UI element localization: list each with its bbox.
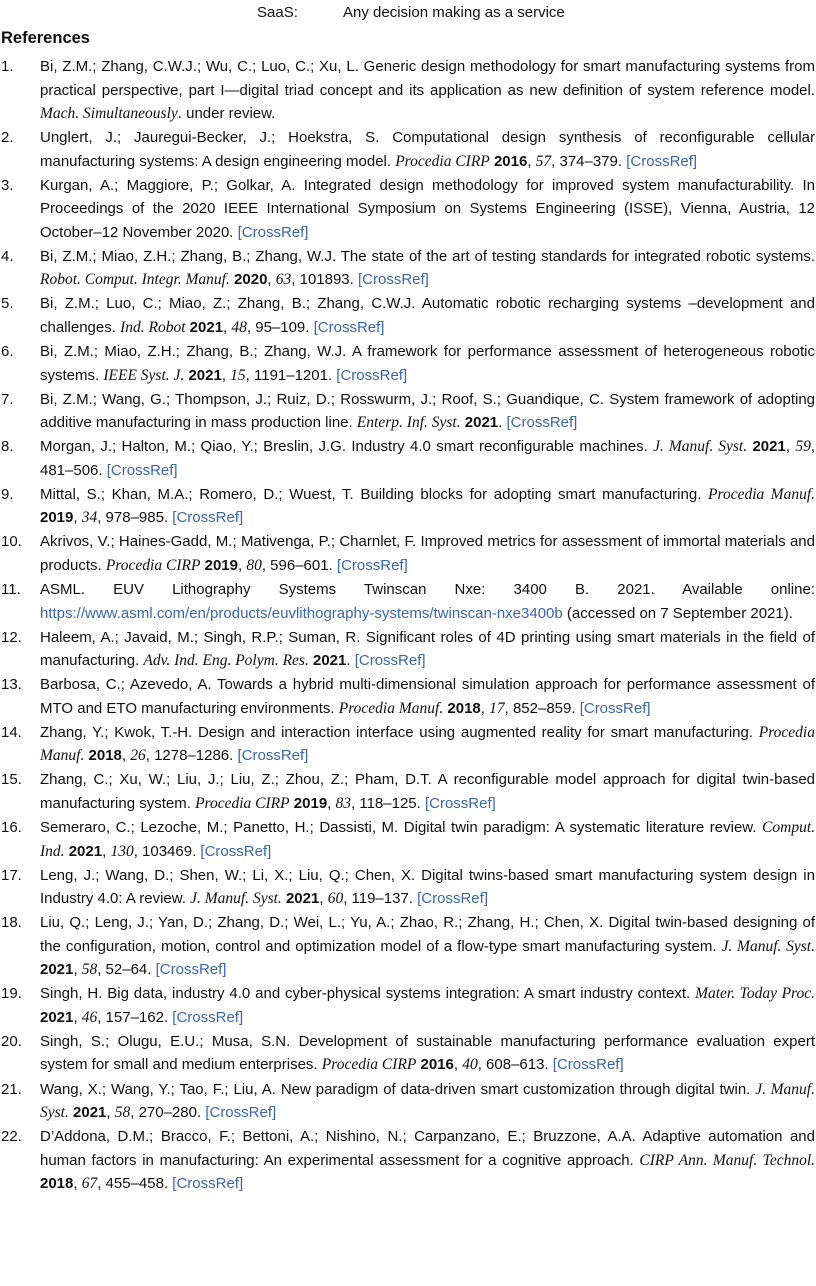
reference-text-segment: , 119–137.	[343, 890, 418, 908]
reference-text-segment: Singh, S.; Olugu, E.U.; Musa, S.N. Development of sustainable manufacturing performance evaluation expert system for small and medium enterprises.	[40, 1032, 815, 1074]
publication-year: 2021	[313, 652, 347, 670]
reference-text-segment: Haleem, A.; Javaid, M.; Singh, R.P.; Suman, R. Significant roles of 4D printing using smart materials in the field of manufacturing.	[40, 628, 815, 670]
reference-text	[40, 1078, 815, 1125]
reference-text-segment: Mittal, S.; Khan, M.A.; Romero, D.; Wuest, T. Building blocks for adopting smart manufacturing.	[40, 485, 709, 503]
journal-name: 130	[110, 842, 134, 860]
reference-item	[0, 1125, 815, 1196]
journal-name: Procedia Manuf.	[40, 723, 815, 765]
publication-year: 2021	[285, 890, 320, 908]
journal-name: 57	[535, 152, 552, 170]
reference-text-segment: Bi, Z.M.; Miao, Z.H.; Zhang, B.; Zhang, W.J. The state of the art of testing standards for integrated robotic systems.	[40, 247, 815, 265]
reference-text	[40, 673, 815, 720]
reference-number: 11.	[1, 581, 21, 599]
reference-number: 1.	[1, 58, 14, 75]
reference-text-segment: Leng, J.; Wang, D.; Shen, W.; Li, X.; Liu, Q.; Chen, X. Digital twins-based smart manufacturing system design in Industry 4.0: A review.	[40, 866, 815, 908]
reference-text-segment: Barbosa, C.; Azevedo, A. Towards a hybrid multi-dimensional simulation approach for performance assessment of MTO and ETO manufacturing environments.	[40, 676, 815, 717]
reference-text-segment: , 103469.	[133, 842, 201, 860]
reference-number: 22.	[1, 1128, 22, 1146]
journal-name: 58	[114, 1104, 131, 1122]
journal-name: Adv. Ind. Eng. Polym. Res.	[143, 652, 309, 670]
publication-year: 2019	[293, 794, 328, 812]
reference-number: 17.	[1, 866, 22, 884]
reference-text-segment: Zhang, C.; Xu, W.; Liu, J.; Liu, Z.; Zhou, Z.; Pham, D.T. A reconfigurable model approach for digital twin-based manufacturing system.	[40, 771, 815, 812]
reference-text-segment: Kurgan, A.; Maggiore, P.; Golkar, A. Integrated design methodology for improved system manufacturability. In Proceedings of the 2020 IEEE International Symposium on Systems Engineering (ISSE), Vienna, Austria, 12 October–12 November 2020.	[40, 176, 815, 241]
reference-text-segment: ,	[73, 1175, 82, 1193]
reference-text-segment: , 596–601.	[261, 556, 337, 574]
reference-text-segment: , 95–109.	[246, 319, 314, 337]
reference-text	[40, 721, 815, 768]
reference-text-segment: Semeraro, C.; Lezoche, M.; Panetto, H.; Dassisti, M. Digital twin paradigm: A systematic literature review.	[40, 819, 763, 836]
reference-text-segment: Morgan, J.; Halton, M.; Qiao, Y.; Breslin, J.G. Industry 4.0 smart reconfigurable machines.	[40, 438, 654, 456]
publication-year: 2018	[88, 747, 122, 765]
journal-name: IEEE Syst. J.	[103, 366, 185, 384]
crossref-link[interactable]: [CrossRef]	[200, 842, 272, 860]
reference-text	[40, 483, 815, 530]
reference-text-segment: Unglert, J.; Jauregui-Becker, J.; Hoekstra, S. Computational design synthesis of reconfigurable cellular manufacturing systems: A design engineering model.	[40, 129, 815, 170]
reference-text-segment: .	[498, 414, 507, 432]
reference-text-segment: , 118–125.	[351, 794, 425, 812]
reference-number: 19.	[1, 985, 22, 1003]
reference-text-segment: , 1278–1286.	[145, 747, 238, 765]
crossref-link[interactable]: [CrossRef]	[358, 271, 429, 289]
reference-text-segment: Liu, Q.; Leng, J.; Yan, D.; Zhang, D.; Wei, L.; Yu, A.; Zhao, R.; Zhang, H.; Chen, X. Digital twin-based designing of the configuration, motion, control and optimization model of a flow-type smart manufacturing system.	[40, 914, 815, 955]
reference-text	[40, 982, 815, 1029]
journal-name: Mater. Today Proc.	[695, 985, 815, 1003]
reference-number: 15.	[1, 771, 22, 789]
publication-year: 2019	[204, 556, 238, 574]
crossref-link[interactable]: [CrossRef]	[579, 699, 651, 717]
reference-text-segment: ,	[73, 961, 82, 979]
reference-text-segment: . under review.	[177, 105, 276, 123]
reference-text-segment: D’Addona, D.M.; Bracco, F.; Bettoni, A.; Nishino, N.; Carpanzano, E.; Bruzzone, A.A. Adaptive automation and human factors in manufacturing: An experimental assessment for a cognitive approach.	[40, 1128, 815, 1169]
journal-name: Procedia Manuf.	[708, 485, 816, 503]
publication-year: 2016	[420, 1056, 454, 1074]
crossref-link[interactable]: [CrossRef]	[552, 1056, 624, 1074]
crossref-link[interactable]: [CrossRef]	[506, 414, 578, 432]
reference-text	[40, 174, 815, 245]
reference-text-segment: Bi, Z.M.; Wang, G.; Thompson, J.; Ruiz, D.; Rosswurm, J.; Roof, S.; Guandique, C. System framework of adopting additive manufacturing in mass production line.	[40, 390, 815, 432]
reference-item	[0, 1030, 815, 1077]
journal-name: Enterp. Inf. Syst.	[356, 414, 461, 432]
journal-name: 15	[230, 366, 246, 384]
reference-number: 13.	[1, 676, 22, 694]
journal-name: 26	[130, 747, 146, 765]
crossref-link[interactable]: [CrossRef]	[336, 366, 408, 384]
reference-item	[0, 911, 815, 982]
journal-name: Procedia CIRP	[395, 152, 490, 170]
reference-number: 9.	[1, 485, 14, 503]
journal-name: 83	[335, 794, 352, 812]
journal-name: CIRP Ann. Manuf. Technol.	[639, 1151, 816, 1169]
reference-text-segment: .	[346, 652, 355, 670]
reference-text	[40, 55, 815, 126]
reference-text-segment: ASML. EUV Lithography Systems Twinscan Nxe: 3400 B. 2021. Available online:	[40, 581, 815, 599]
reference-number: 2.	[1, 129, 14, 147]
journal-name: J. Manuf. Syst.	[190, 890, 282, 908]
journal-name: J. Manuf. Syst.	[721, 937, 815, 955]
reference-text-segment: ,	[480, 699, 490, 717]
reference-text	[40, 578, 815, 625]
reference-item	[0, 388, 815, 435]
publication-year: 2021	[752, 438, 786, 456]
reference-number: 14.	[1, 723, 22, 741]
reference-item	[0, 578, 815, 625]
journal-name: 40	[462, 1056, 478, 1074]
reference-text	[40, 292, 815, 339]
journal-name: 59	[795, 438, 811, 456]
publication-year: 2021	[68, 842, 103, 860]
journal-name: Robot. Comput. Integr. Manuf.	[40, 271, 230, 289]
reference-number: 16.	[1, 819, 22, 836]
reference-text-segment: Bi, Z.M.; Zhang, C.W.J.; Wu, C.; Luo, C.; Xu, L. Generic design methodology for smart manufacturing systems from practical perspective, part I—digital triad concept and its application as new definition of system reference model.	[40, 58, 815, 99]
journal-name: 67	[81, 1175, 98, 1193]
reference-text	[40, 340, 815, 387]
journal-name: 58	[81, 961, 98, 979]
journal-name: J. Manuf. Syst.	[40, 1080, 815, 1122]
reference-item	[0, 435, 815, 482]
reference-number: 7.	[1, 390, 14, 408]
reference-text	[40, 530, 815, 577]
crossref-link[interactable]: [CrossRef]	[424, 794, 496, 812]
publication-year: 2021	[73, 1104, 107, 1122]
reference-text	[40, 768, 815, 815]
reference-number: 20.	[1, 1032, 22, 1050]
reference-item	[0, 530, 815, 577]
crossref-link[interactable]: [CrossRef]	[313, 319, 385, 337]
reference-item	[0, 483, 815, 530]
reference-item	[0, 768, 815, 815]
reference-text	[40, 911, 815, 982]
reference-text-segment: , 52–64.	[97, 961, 156, 979]
reference-text	[40, 245, 815, 292]
reference-item	[0, 340, 815, 387]
reference-url-link[interactable]: https://www.asml.com/en/products/euvlithography-systems/twinscan-nxe3400b	[40, 604, 563, 622]
reference-item	[0, 626, 815, 673]
reference-item	[0, 1078, 815, 1125]
reference-text-segment: ,	[221, 366, 231, 384]
crossref-link[interactable]: [CrossRef]	[626, 152, 698, 170]
journal-name: Comput. Ind.	[40, 819, 815, 860]
reference-text-segment: , 455–458.	[97, 1175, 173, 1193]
reference-text	[40, 126, 815, 173]
abbreviation-definition: Any decision making as a service	[343, 4, 565, 21]
crossref-link[interactable]: [CrossRef]	[354, 652, 426, 670]
reference-text-segment: ,	[223, 319, 232, 337]
reference-text	[40, 435, 815, 482]
reference-item	[0, 126, 815, 173]
publication-year: 2021	[40, 1008, 74, 1026]
reference-text	[40, 626, 815, 673]
crossref-link[interactable]: [CrossRef]	[336, 556, 408, 574]
reference-text-segment: (accessed on 7 September 2021).	[562, 604, 793, 622]
reference-text-segment: ,	[121, 747, 131, 765]
reference-text-segment: , 374–379.	[551, 152, 627, 170]
reference-number: 12.	[1, 628, 22, 646]
journal-name: Procedia Manuf.	[338, 699, 444, 717]
publication-year: 2021	[40, 961, 74, 979]
reference-text-segment: ,	[73, 1008, 82, 1026]
journal-name: 80	[246, 556, 262, 574]
publication-year: 2016	[493, 152, 528, 170]
crossref-link[interactable]: [CrossRef]	[417, 890, 488, 908]
journal-name: 60	[327, 890, 344, 908]
reference-text-segment: Wang, X.; Wang, Y.; Tao, F.; Liu, A. New paradigm of data-driven smart customization through digital twin.	[40, 1080, 756, 1098]
crossref-link[interactable]: [CrossRef]	[172, 509, 244, 527]
crossref-link[interactable]: [CrossRef]	[172, 1008, 244, 1026]
reference-text-segment: ,	[527, 152, 536, 170]
reference-text-segment: , 157–162.	[97, 1008, 173, 1026]
journal-name: Ind. Robot	[120, 319, 186, 337]
journal-name: 17	[489, 699, 505, 717]
reference-list	[0, 55, 815, 1196]
abbreviation-row	[0, 3, 816, 23]
reference-item	[0, 864, 815, 911]
crossref-link[interactable]: [CrossRef]	[106, 461, 178, 479]
journal-name: 46	[81, 1008, 98, 1026]
reference-item	[0, 292, 815, 339]
reference-text-segment: , 1191–1201.	[245, 366, 337, 384]
reference-number: 8.	[1, 438, 14, 456]
reference-item	[0, 721, 815, 768]
crossref-link[interactable]: [CrossRef]	[205, 1104, 277, 1122]
reference-text-segment: , 101893.	[291, 271, 358, 289]
journal-name: Procedia CIRP	[105, 556, 201, 574]
reference-text-segment: ,	[237, 556, 247, 574]
reference-text-segment: Bi, Z.M.; Miao, Z.H.; Zhang, B.; Zhang, W.J. A framework for performance assessment of heterogeneous robotic systems.	[40, 343, 815, 384]
reference-text	[40, 388, 815, 435]
reference-number: 10.	[1, 533, 22, 551]
reference-text-segment: ,	[106, 1104, 115, 1122]
journal-name: Mach. Simultaneously	[40, 105, 178, 123]
reference-text	[40, 864, 815, 911]
reference-text-segment: Akrivos, V.; Haines-Gadd, M.; Mativenga, P.; Charnlet, F. Improved metrics for assessment of immortal materials and products.	[40, 533, 815, 574]
journal-name: 34	[81, 509, 98, 527]
publication-year: 2020	[234, 271, 268, 289]
reference-text-segment: ,	[785, 438, 796, 456]
reference-number: 3.	[1, 176, 14, 194]
publication-year: 2019	[40, 509, 74, 527]
reference-number: 18.	[1, 914, 22, 932]
crossref-link[interactable]: [CrossRef]	[155, 961, 227, 979]
reference-text-segment: ,	[73, 509, 82, 527]
reference-item	[0, 174, 815, 245]
reference-text-segment: , 270–280.	[130, 1104, 206, 1122]
reference-text-segment: Singh, H. Big data, industry 4.0 and cyber-physical systems integration: A smart industry context.	[40, 985, 696, 1003]
abbreviation-term: SaaS:	[257, 4, 298, 21]
journal-name: Procedia CIRP	[321, 1056, 417, 1074]
reference-text-segment: ,	[453, 1056, 463, 1074]
reference-item	[0, 982, 815, 1029]
publication-year: 2018	[447, 699, 481, 717]
reference-text-segment: , 608–613.	[477, 1056, 553, 1074]
references-heading: References	[1, 29, 90, 47]
reference-item	[0, 55, 815, 126]
journal-name: 48	[231, 319, 247, 337]
crossref-link[interactable]: [CrossRef]	[237, 223, 309, 241]
journal-name: J. Manuf. Syst.	[653, 438, 748, 456]
crossref-link[interactable]: [CrossRef]	[172, 1175, 244, 1193]
reference-text-segment: , 978–985.	[97, 509, 173, 527]
reference-number: 6.	[1, 343, 14, 361]
journal-name: Procedia CIRP	[195, 794, 290, 812]
reference-item	[0, 816, 815, 863]
reference-text-segment: ,	[327, 794, 336, 812]
reference-text-segment: , 481–506.	[40, 438, 815, 479]
publication-year: 2021	[188, 366, 222, 384]
reference-text	[40, 1030, 815, 1077]
reference-number: 4.	[1, 247, 14, 265]
reference-text-segment: Bi, Z.M.; Luo, C.; Miao, Z.; Zhang, B.; Zhang, C.W.J. Automatic robotic recharging systems –development and challenges.	[40, 295, 815, 337]
reference-number: 5.	[1, 295, 14, 313]
publication-year: 2021	[189, 319, 224, 337]
reference-text-segment: ,	[102, 842, 111, 860]
reference-text	[40, 1125, 815, 1196]
publication-year: 2018	[40, 1175, 74, 1193]
reference-text-segment: ,	[267, 271, 276, 289]
reference-item	[0, 245, 815, 292]
publication-year: 2021	[464, 414, 499, 432]
journal-name: 63	[275, 271, 292, 289]
crossref-link[interactable]: [CrossRef]	[237, 747, 309, 765]
reference-item	[0, 673, 815, 720]
reference-text	[40, 816, 815, 863]
reference-text-segment: Zhang, Y.; Kwok, T.-H. Design and interaction interface using augmented reality for smart manufacturing.	[40, 723, 759, 741]
reference-text-segment: ,	[319, 890, 328, 908]
reference-text-segment: , 852–859.	[504, 699, 580, 717]
reference-number: 21.	[1, 1080, 22, 1098]
